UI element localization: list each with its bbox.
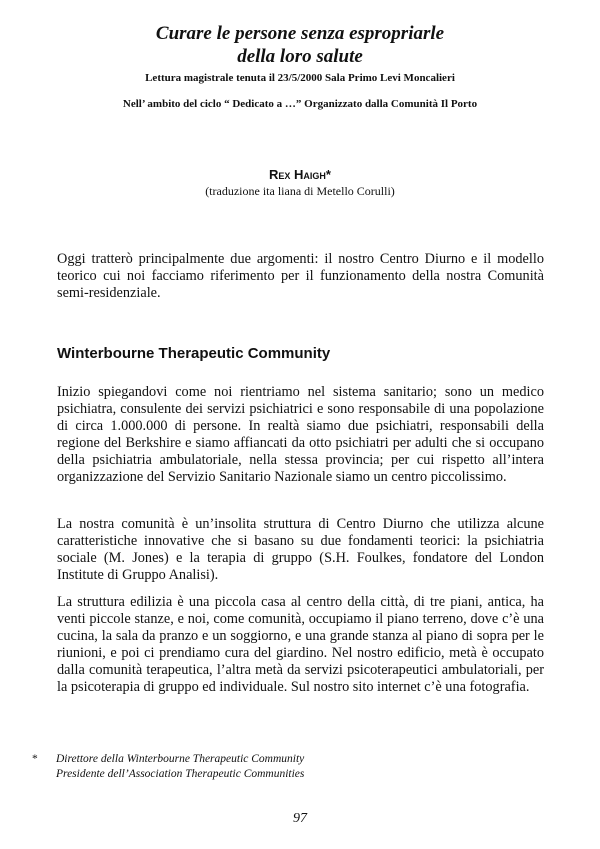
article-title-line-2: della loro salute	[237, 46, 363, 67]
page-number: 97	[293, 811, 307, 826]
footnote-line-2	[32, 767, 552, 782]
body-paragraph-3: La struttura edilizia è una piccola casa al centro della città, di tre piani, antica, ha venti piccole stanze, e noi, come comunità, occupiamo il piano terreno, dove c’è una cucina, la sala da pranzo e un soggiorno, e una grande stanza al piano di sopra per le riunioni, e poi ci prendiamo cura del giardino. Nel nostro edificio, metà è occupato dalla comunità terapeutica, l’altra metà da servizi psicoterapeutici ambulatoriali, per la psicoterapia di gruppo ed individuale. Sul nostro sito internet c’è una fotografia.	[57, 594, 544, 695]
section-heading: Winterbourne Therapeutic Community	[57, 345, 331, 362]
body-paragraph-1: Inizio spiegandovi come noi rientriamo nel sistema sanitario; sono un medico psichiatra, consulente dei servizi psichiatrici e sono responsabile di una popolazione di circa 1.000.000 di persone. In realtà siamo due psichiatri, responsabili della regione del Berkshire e siamo affiancati da otto psichiatri per adulti che si occupano della psichiatria ambulatoriale, nella stessa provincia; per cui rispetto all’intera organizzazione del Servizio Sanitario Nazionale siamo un centro piccolissimo.	[57, 384, 544, 485]
lecture-info: Lettura magistrale tenuta il 23/5/2000 Sala Primo Levi Moncalieri	[145, 72, 455, 84]
footnote-text-2: Presidente dell’Association Therapeutic Communities	[56, 768, 305, 780]
event-info: Nell’ ambito del ciclo “ Dedicato a …” Organizzato dalla Comunità Il Porto	[122, 98, 478, 110]
author-name: Rex Haigh*	[269, 167, 331, 182]
footnote-line-1	[32, 752, 552, 767]
translator-credit: (traduzione ita liana di Metello Corulli)	[205, 184, 395, 198]
intro-paragraph: Oggi tratterò principalmente due argomenti: il nostro Centro Diurno e il modello teorico cui noi facciamo riferimento per il funzionamento della nostra Comunità semi-residenziale.	[57, 251, 544, 301]
article-title-line-1: Curare le persone senza espropriarle	[155, 23, 445, 44]
body-paragraph-2: La nostra comunità è un’insolita struttura di Centro Diurno che utilizza alcune caratteristiche innovative che si basano su due fondamenti teorici: la psichiatria sociale (M. Jones) e la terapia di gruppo (S.H. Foulkes, fondatore del London Institute di Gruppo Analisi).	[57, 516, 544, 583]
footnote-text-1: Direttore della Winterbourne Therapeutic Community	[56, 753, 305, 765]
footnote-marker: *	[32, 753, 38, 765]
